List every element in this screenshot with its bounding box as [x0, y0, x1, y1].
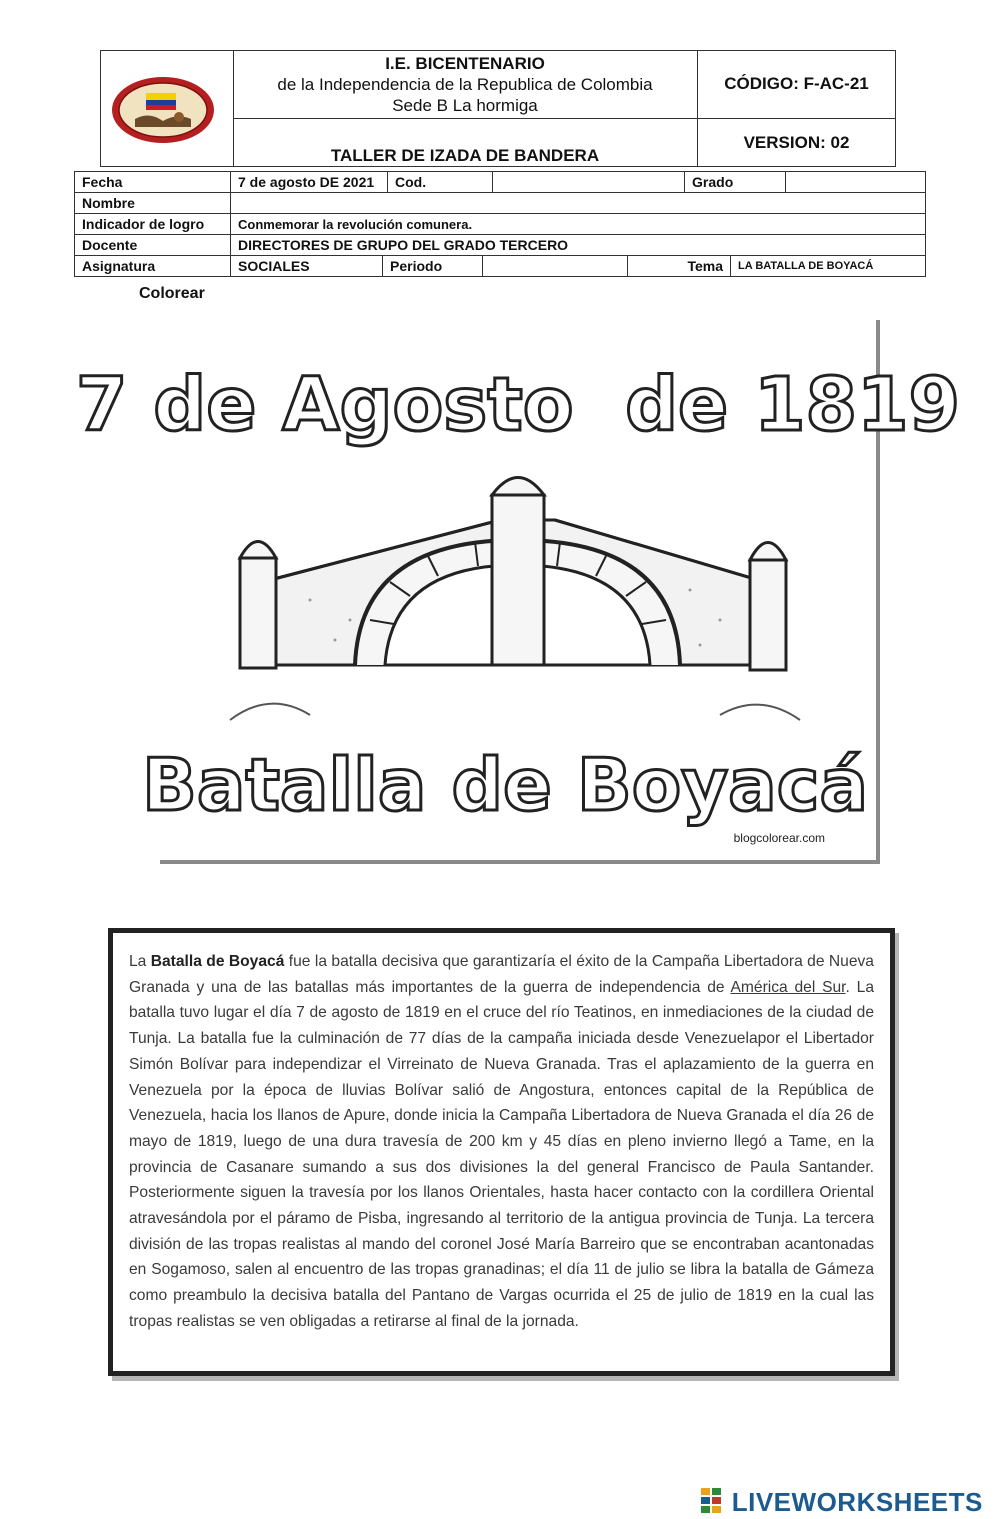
- school-logo-icon: [101, 51, 233, 166]
- indicador-value: Conmemorar la revolución comunera.: [231, 214, 926, 235]
- nombre-row: [75, 193, 926, 214]
- grado-label: Grado: [685, 172, 786, 193]
- institution-name: I.E. BICENTENARIO: [385, 54, 545, 73]
- docente-value: DIRECTORES DE GRUPO DEL GRADO TERCERO: [231, 235, 926, 256]
- code-cell: [698, 51, 895, 119]
- reading-part-2: . La batalla tuvo lugar el día 7 de agosto de 1819 en el cruce del río Teatinos, en inmediaciones de la ciudad de Tunja. La batalla fue la culminación de 77 días de la campaña iniciada desde Venezuelapor el Libertador Simón Bolívar para independizar el Virreinato de Nueva Granada. Tras el aplazamiento de la guerra en Venezuela por la época de lluvias Bolívar salió de Angostura, entonces capital de la República de Venezuela, hacia los llanos de Apure, donde inicia la Campaña Libertadora de Nueva Granada el día 26 de mayo de 1819, luego de una dura travesía de 200 km y 45 días en pleno invierno llegó a Tame, en la provincia de Casanare sumando a sus dos divisiones la del general Francisco de Paula Santander. Posteriormente siguen la travesía por los llanos Orientales, hasta hacer contacto con la cordillera Oriental atravesándola por el páramo de Pisba, ingresando al territorio de la antigua provincia de Tunja. La tercera división de las tropas realistas al mando del coronel José María Barreiro que se encontraban acantonadas en Sogamoso, salen al encuentro de las tropas granadinas; el día 11 de julio se libra la batalla de Gámeza como preambulo la decisiva batalla del Pantano de Vargas ocurrida el 25 de julio de 1819 en la cual las tropas realistas se ven obligadas a retirarse al final de la jornada.: [129, 978, 874, 1330]
- reading-lead: La: [129, 953, 151, 970]
- tema-value: LA BATALLA DE BOYACÁ: [731, 256, 926, 277]
- indicador-label: Indicador de logro: [75, 214, 231, 235]
- institution-subtitle: de la Independencia de la Republica de Colombia: [277, 75, 653, 94]
- grado-field[interactable]: [786, 172, 926, 193]
- reading-box: [108, 928, 895, 1376]
- fecha-value: 7 de agosto DE 2021: [231, 172, 388, 193]
- header-table: [100, 50, 896, 167]
- docente-row: [75, 235, 926, 256]
- version-cell: [698, 118, 895, 166]
- logo-cell: [101, 51, 234, 166]
- liveworksheets-logo-icon: [700, 1487, 724, 1515]
- document-version: VERSION: 02: [743, 133, 850, 152]
- periodo-field[interactable]: [483, 256, 628, 277]
- cod-field[interactable]: [493, 172, 685, 193]
- document-code: CÓDIGO: F-AC-21: [724, 74, 869, 93]
- asignatura-row: [75, 256, 926, 277]
- asignatura-label: Asignatura: [75, 256, 231, 277]
- periodo-label: Periodo: [383, 256, 483, 277]
- indicador-row: [75, 214, 926, 235]
- student-info-table: [74, 171, 926, 277]
- workshop-cell: [233, 118, 698, 166]
- asignatura-value: SOCIALES: [231, 256, 383, 277]
- nombre-label: Nombre: [75, 193, 231, 214]
- workshop-title: TALLER DE IZADA DE BANDERA: [330, 146, 600, 165]
- nombre-field[interactable]: [231, 193, 926, 214]
- liveworksheets-brand-text: LIVEWORKSHEETS: [731, 1487, 983, 1517]
- reading-paragraph: [129, 949, 874, 1335]
- fecha-label: Fecha: [75, 172, 231, 193]
- institution-cell: [233, 51, 698, 119]
- tema-label: Tema: [628, 256, 731, 277]
- america-del-sur-link[interactable]: América del Sur: [730, 978, 846, 996]
- picture-title-bottom: Batalla de Boyacá: [141, 743, 869, 827]
- fecha-row: [75, 172, 926, 193]
- cod-label: Cod.: [388, 172, 493, 193]
- picture-title-top: 7 de Agosto de 1819: [76, 362, 960, 448]
- bridge-illustration: [76, 320, 960, 860]
- reading-part-1: fue la batalla decisiva que garantizaría el éxito de la Campaña Libertadora de Nueva Granada y una de las batallas más importantes de la guerra de independencia de: [129, 953, 874, 996]
- docente-label: Docente: [75, 235, 231, 256]
- coloring-picture: [76, 320, 960, 864]
- liveworksheets-brand: [700, 1487, 983, 1518]
- coloring-instruction: Colorear: [139, 285, 205, 302]
- picture-credit: blogcolorear.com: [733, 831, 825, 845]
- campus-name: Sede B La hormiga: [392, 96, 538, 115]
- reading-bold-term: Batalla de Boyacá: [150, 953, 285, 970]
